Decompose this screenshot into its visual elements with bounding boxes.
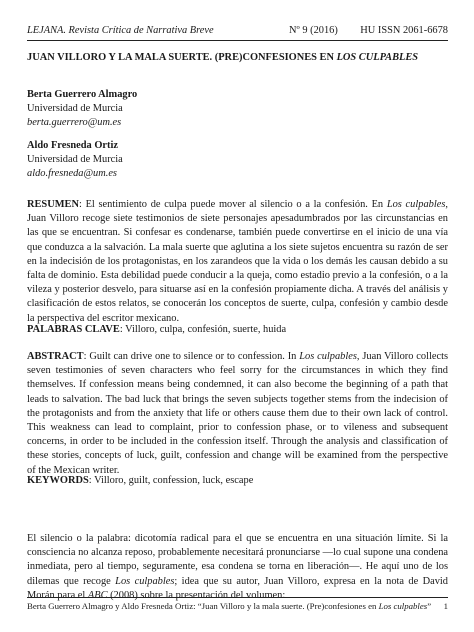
resumen-paragraph: RESUMEN: El sentimiento de culpa puede mover al silencio o a la confesión. En Los culpables, Juan Villoro recoge siete testimonios de siete personajes apesadumbrados por las circunstancias en las que se encuentran. Si confesar es condenarse, también puede convertirse en el inicio de una vía que conduzca a la salvación. La mala suerte que aglutina a los siete sujetos encuentra su razón de ser en la indecisión de los protagonistas, en los zarandeos que la vida o los demás les causan debido a su falta de dominio. Esta debilidad puede conducir a la queja, como estadio previo a la confesión, o a la vileza y posterior desvelo, para situarse así en la confesión propiamente dicha. A través del análisis y clasificación de estos relatos, se conocerán los conceptos de suerte, culpa, confesión y cambio desde la perspectiva del escritor mexicano. bbox=[27, 199, 448, 324]
running-header bbox=[27, 24, 448, 41]
author-block bbox=[27, 139, 123, 182]
issn: HU ISSN 2061-6678 bbox=[360, 25, 448, 36]
author-name: Aldo Fresneda Ortiz bbox=[27, 140, 119, 151]
author-block bbox=[27, 88, 137, 131]
abstract-paragraph: ABSTRACT: Guilt can drive one to silence or to confession. In Los culpables, Juan Villoro collects seven testimonies of seven characters who feel sorry for the circumstances in which they find themselves. If confession means being condemned, it can also become the beginning of a path that leads to salvation. The bad luck that brings the seven subjects together stems from the indecision of the protagonists and from the anxiety that life or others cause them due to their own lack of control. This weakness can lead to complaint, prior to confession phase, or to vileness and subsequent concerns, in order to be included in the confession itself. Through the analysis and classification of these stories, concepts of luck, guilt, confession and change will be examined from the perspective of the Mexican writer. bbox=[27, 351, 449, 476]
author-affiliation: Universidad de Murcia bbox=[27, 103, 123, 115]
author-name: Berta Guerrero Almagro bbox=[27, 89, 138, 100]
palabras-clave: PALABRAS CLAVE: Villoro, culpa, confesión, suerte, huida bbox=[27, 324, 287, 335]
issue-number: Nº 9 (2016) bbox=[289, 25, 338, 36]
keywords: KEYWORDS: Villoro, guilt, confession, luck, escape bbox=[27, 475, 254, 486]
body-paragraph: El silencio o la palabra: dicotomía radical para el que se encuentra en una situación límite. Si la consciencia no alcanza reposo, probablemente necesitará pronunciarse —lo cual supone una condena inmediata, pero al tiempo, seguramente, esa condena se torna en liberación—. He aquí uno de los dilemas que recoge Los culpables; idea que su autor, Juan Villoro, expresa en la nota de David Morán para el ABC (2008) sobre la presentación del volumen: bbox=[27, 533, 448, 601]
footer-citation: Berta Guerrero Almagro y Aldo Fresneda Ortiz: “Juan Villoro y la mala suerte. (Pre)confesiones en Los culpables” bbox=[27, 601, 432, 611]
running-footer bbox=[27, 597, 448, 612]
journal-name: LEJANA. Revista Crítica de Narrativa Breve bbox=[27, 25, 214, 36]
article-title: JUAN VILLORO Y LA MALA SUERTE. (PRE)CONFESIONES EN LOS CULPABLES bbox=[27, 52, 419, 63]
author-email: berta.guerrero@um.es bbox=[27, 117, 122, 129]
author-affiliation: Universidad de Murcia bbox=[27, 154, 123, 166]
author-email: aldo.fresneda@um.es bbox=[27, 168, 117, 180]
page-number: 1 bbox=[443, 601, 448, 611]
